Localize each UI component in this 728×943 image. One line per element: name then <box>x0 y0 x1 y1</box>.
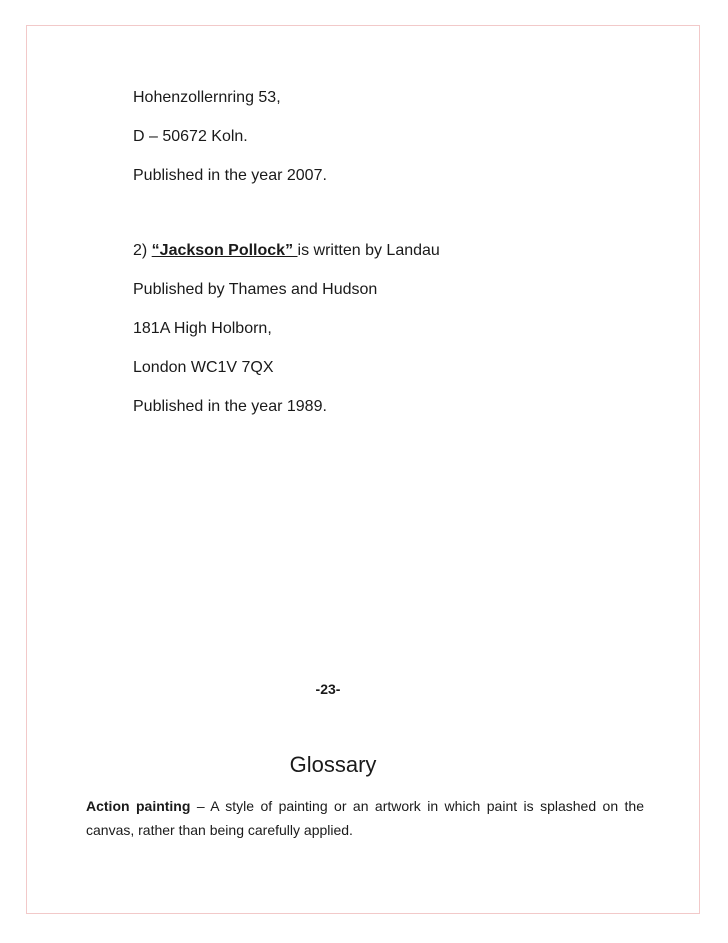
published-year-2: Published in the year 1989. <box>133 398 327 415</box>
address-city-2: London WC1V 7QX <box>133 359 274 376</box>
glossary-term: Action painting <box>86 798 191 814</box>
address-city-1: D – 50672 Koln. <box>133 128 248 145</box>
book-author: is written by Landau <box>297 242 440 259</box>
glossary-entry <box>86 794 644 842</box>
reference-2-line <box>133 241 440 261</box>
reference-number: 2) <box>133 242 152 259</box>
address-street-2: 181A High Holborn, <box>133 320 272 337</box>
page-border <box>26 25 700 914</box>
page-number: -23- <box>315 681 341 697</box>
glossary-definition: – A style of painting or an artwork in which paint is splashed on the canvas, rather than being carefully applied. <box>86 798 644 838</box>
book-title: “Jackson Pollock” <box>151 242 298 259</box>
publisher-line: Published by Thames and Hudson <box>133 281 378 298</box>
glossary-heading: Glossary <box>289 752 377 777</box>
published-year-1: Published in the year 2007. <box>133 167 327 184</box>
address-street-1: Hohenzollernring 53, <box>133 89 281 106</box>
